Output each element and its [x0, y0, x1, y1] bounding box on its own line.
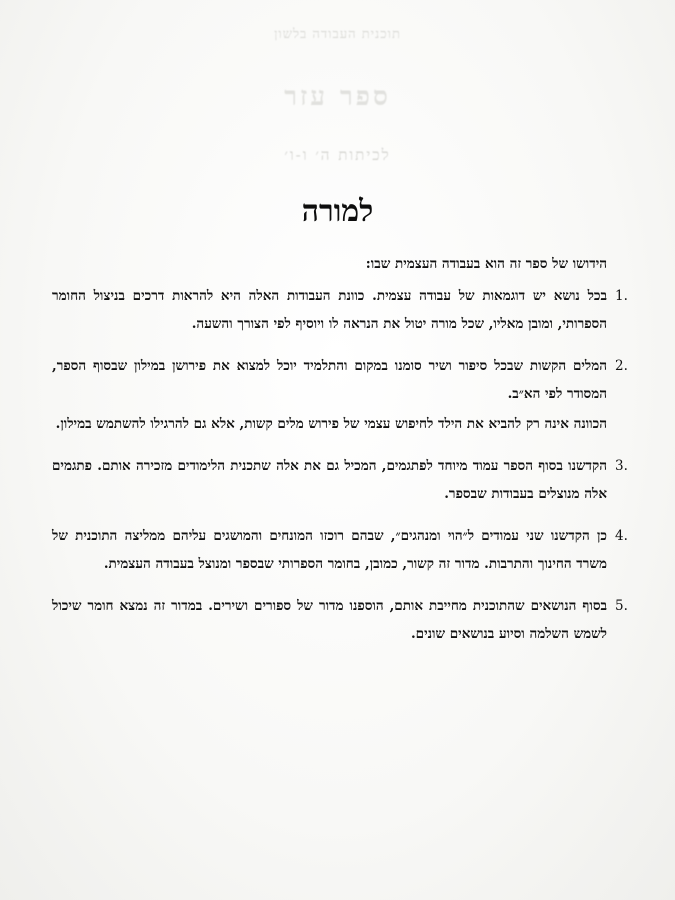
item-number: 1.	[615, 288, 628, 304]
list-item	[52, 282, 628, 338]
item-number: 4.	[615, 528, 628, 544]
bleed-through-line: לכיתות ה׳ ו-ו׳	[284, 146, 391, 164]
item-paragraph: בכל נושא יש דוגמאות של עבודה עצמית. כוונת העבודות האלה היא להראות דרכים בניצול החומר הספרותי, ומובן מאליו, שכל מורה יטול את הנראה לו ויוסיף לפי הצורך והשעה.	[52, 288, 607, 332]
numbered-list	[52, 282, 628, 648]
item-paragraph: המלים הקשות שבכל סיפור ושיר סומנו במקום והתלמיד יוכל למצוא את פירושן במילון שבסוף הספר, המסודר לפי הא״ב.	[52, 358, 607, 402]
item-number: 2.	[615, 358, 628, 374]
list-item	[52, 452, 628, 508]
body-text	[52, 250, 628, 662]
page-title: למורה	[301, 194, 374, 229]
list-item	[52, 522, 628, 578]
item-number: 3.	[615, 458, 628, 474]
item-paragraph: בסוף הנושאים שהתוכנית מחייבת אותם, הוספנו מדור של ספורים ושירים. במדור זה נמצא חומר שיכול לשמש השלמה וסיוע בנושאים שונים.	[52, 598, 607, 642]
item-number: 5.	[615, 598, 628, 614]
item-paragraph: כן הקדשנו שני עמודים ל״הוי ומנהגים״, שבהם רוכזו המונחים והמושגים עליהם ממליצה התוכנית של משרד החינוך והתרבות. מדור זה קשור, כמובן, בחומר הספרותי שבספר ומנוצל בעבודה העצמית.	[52, 528, 607, 572]
list-item	[52, 352, 628, 438]
item-paragraph: הכוונה אינה רק להביא את הילד לחיפוש עצמי של פירוש מלים קשות, אלא גם להרגילו להשתמש במילון.	[55, 416, 607, 432]
intro-line: הידושו של ספר זה הוא בעבודה העצמית שבו:	[365, 256, 607, 272]
list-item	[52, 592, 628, 648]
item-paragraph: הקדשנו בסוף הספר עמוד מיוחד לפתגמים, המכיל גם את אלה שתכנית הלימודים מזכירה אותם. פתגמים אלה מנוצלים בעבודות שבספר.	[52, 458, 607, 502]
bleed-through-line: תוכנית העבודה בלשון	[274, 27, 401, 42]
bleed-through-heading: ספר עזר	[284, 82, 391, 112]
